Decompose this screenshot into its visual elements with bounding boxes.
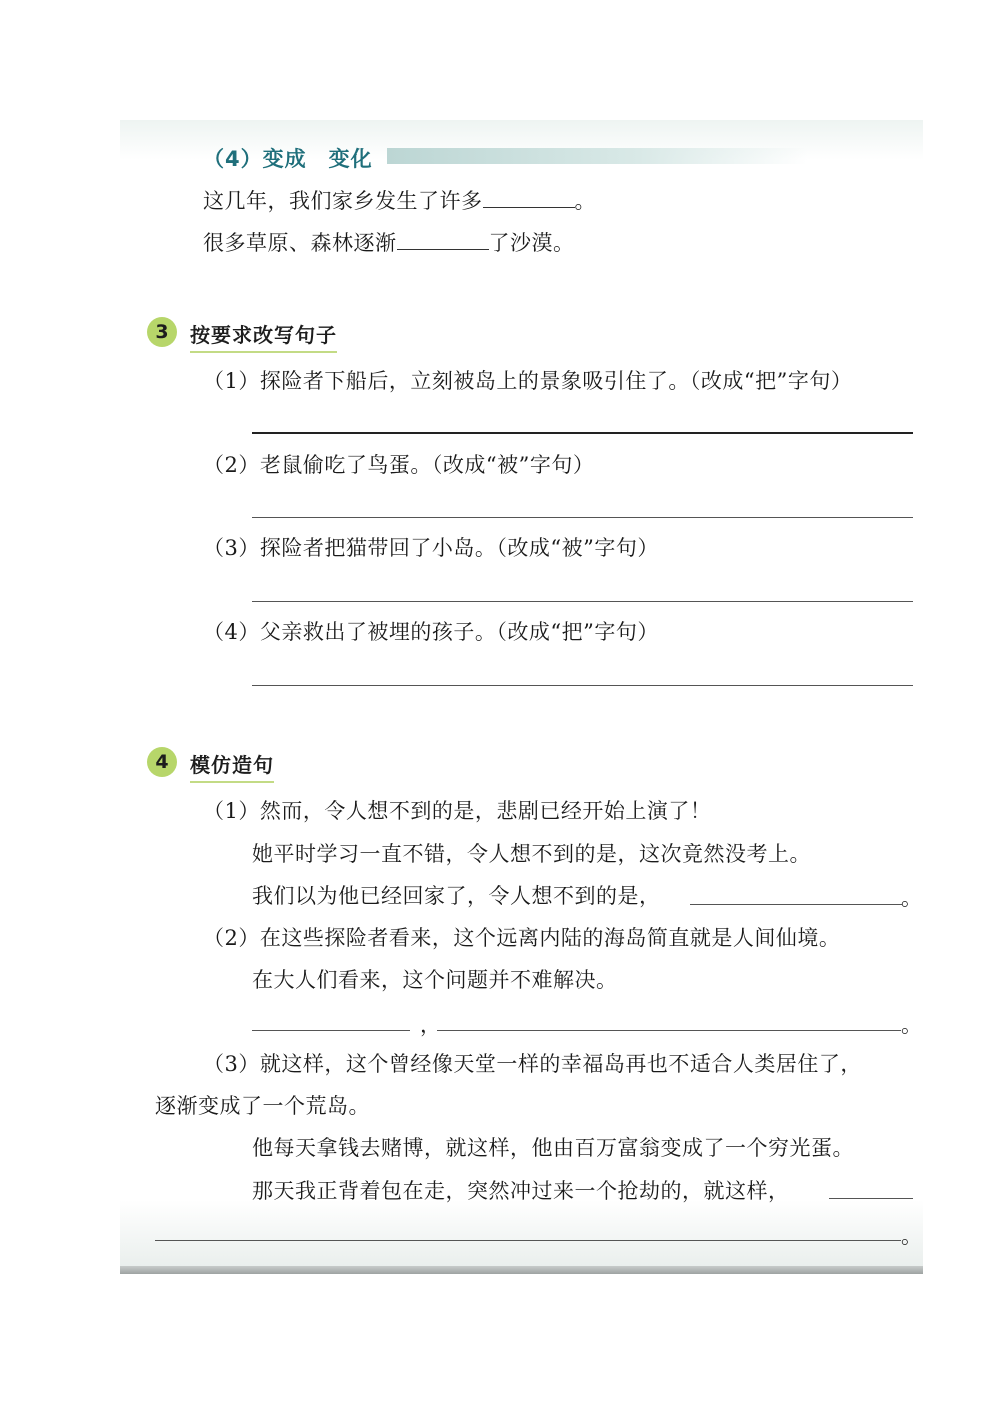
imitate-item-1-example: （1）然而，令人想不到的是，悲剧已经开始上演了！ [203, 799, 712, 823]
section-4-badge: 4 [147, 747, 177, 777]
item4-title: （4）变成 变化 [203, 147, 373, 171]
answer-line-2[interactable] [252, 517, 913, 518]
blank-1[interactable] [483, 187, 575, 208]
title-decor-bar [387, 148, 807, 164]
imitate-item-3-example-line2: 逐渐变成了一个荒岛。 [155, 1094, 370, 1118]
fill-sentence-1 [203, 187, 596, 215]
fill-sentence-2 [203, 229, 575, 257]
rewrite-item-3: （3）探险者把猫带回了小岛。（改成“被”字句） [203, 536, 659, 560]
page-bottom-bar [120, 1266, 923, 1274]
fill-sentence-2-after: 了沙漠。 [488, 231, 575, 255]
imitate-item-2-end: 。 [901, 1013, 923, 1037]
imitate-item-3-sample: 他每天拿钱去赌博，就这样，他由百万富翁变成了一个穷光蛋。 [252, 1136, 854, 1160]
imitate-blank-3a[interactable] [829, 1198, 913, 1199]
fill-sentence-1-before: 这几年，我们家乡发生了许多 [203, 189, 483, 213]
imitate-blank-1[interactable] [690, 904, 902, 905]
fill-sentence-1-after: 。 [574, 189, 596, 213]
imitate-blank-2b[interactable] [437, 1030, 901, 1031]
imitate-item-3-example-line1: （3）就这样，这个曾经像天堂一样的幸福岛再也不适合人类居住了， [203, 1052, 862, 1076]
answer-line-3[interactable] [252, 601, 913, 602]
imitate-blank-2a[interactable] [252, 1030, 410, 1031]
blank-2[interactable] [397, 229, 489, 250]
fill-sentence-2-before: 很多草原、森林逐渐 [203, 231, 397, 255]
answer-line-1[interactable] [252, 432, 913, 434]
imitate-item-2-example: （2）在这些探险者看来，这个远离内陆的海岛简直就是人间仙境。 [203, 926, 841, 950]
imitate-item-3-end: 。 [901, 1224, 923, 1248]
imitate-item-1-sample: 她平时学习一直不错，令人想不到的是，这次竟然没考上。 [252, 842, 811, 866]
rewrite-item-1: （1）探险者下船后，立刻被岛上的景象吸引住了。（改成“把”字句） [203, 369, 853, 393]
imitate-item-2-comma: ， [420, 1013, 442, 1037]
answer-line-4[interactable] [252, 685, 913, 686]
imitate-blank-3b[interactable] [155, 1240, 901, 1241]
rewrite-item-4: （4）父亲救出了被埋的孩子。（改成“把”字句） [203, 620, 659, 644]
section-3-title: 按要求改写句子 [190, 319, 337, 353]
rewrite-item-2: （2）老鼠偷吃了鸟蛋。（改成“被”字句） [203, 453, 595, 477]
imitate-item-3-prompt: 那天我正背着包在走，突然冲过来一个抢劫的，就这样， [252, 1179, 790, 1203]
imitate-item-1-end: 。 [901, 886, 923, 910]
imitate-item-1-prompt: 我们以为他已经回家了，令人想不到的是， [252, 884, 661, 908]
section-3-badge: 3 [147, 317, 177, 347]
section-4-title: 模仿造句 [190, 749, 274, 783]
imitate-item-2-sample: 在大人们看来，这个问题并不难解决。 [252, 968, 618, 992]
